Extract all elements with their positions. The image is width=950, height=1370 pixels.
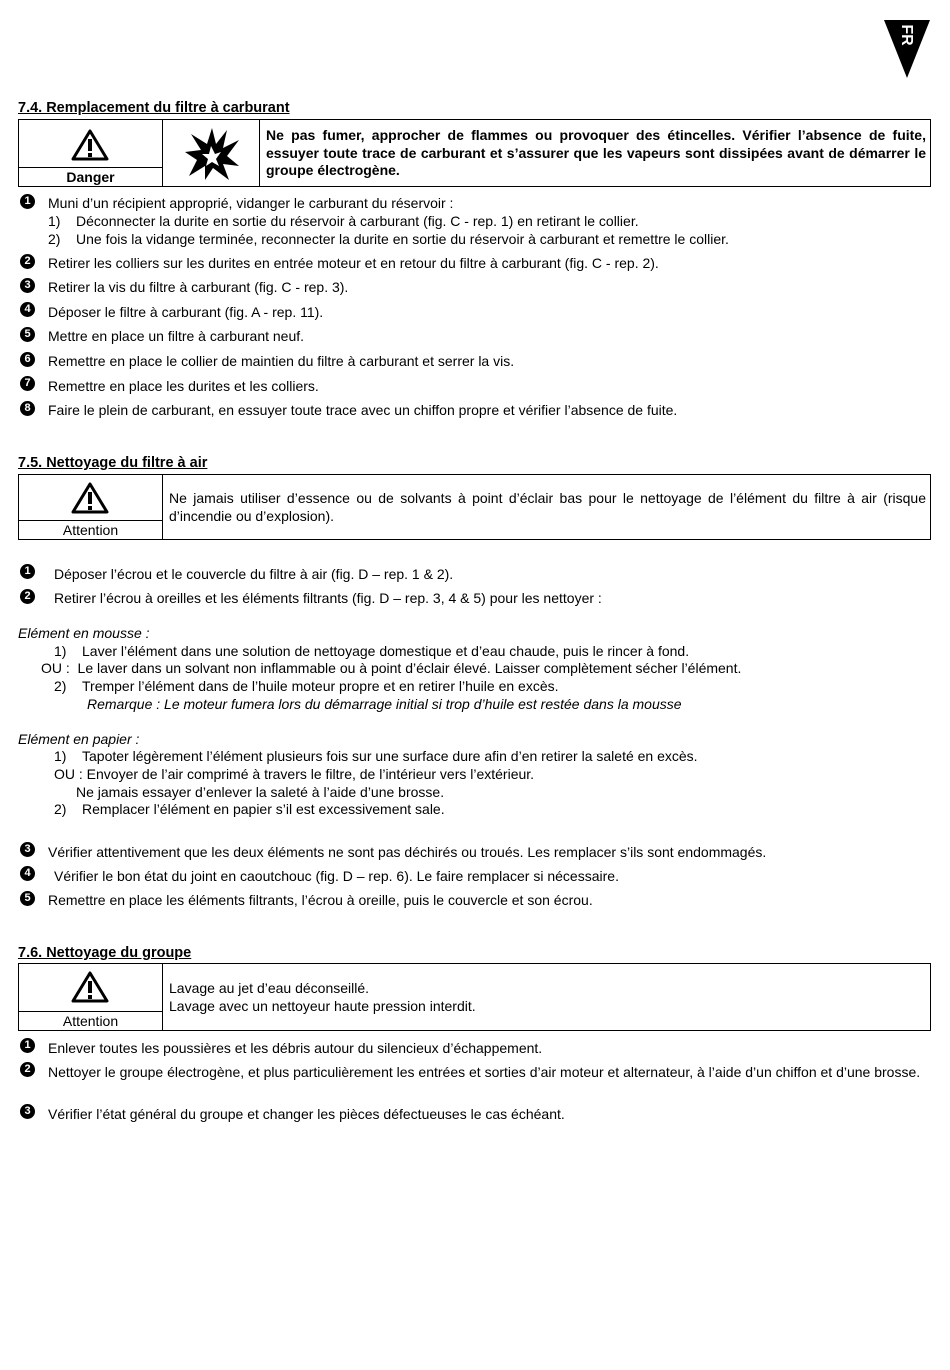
step-number-2: 2 xyxy=(20,589,35,604)
air-step-5: Remettre en place les éléments filtrants, l’écrou à oreille, puis le couvercle et son écrou. xyxy=(48,892,593,908)
warning-triangle-icon xyxy=(71,970,109,1004)
step-number-1: 1 xyxy=(20,194,35,209)
attention-icon-cell xyxy=(19,964,163,1030)
step-number-2: 2 xyxy=(20,1062,35,1077)
fuel-step-2: Retirer les colliers sur les durites en entrée moteur et en retour du filtre à carburant (fig. C - rep. 2). xyxy=(48,255,659,271)
fuel-step-5: Mettre en place un filtre à carburant neuf. xyxy=(48,328,305,344)
explosion-icon-cell xyxy=(163,120,260,186)
section-title-fuel-filter: 7.4. Remplacement du filtre à carburant xyxy=(18,100,290,116)
danger-label: Danger xyxy=(19,167,162,186)
air-filter-attention-box xyxy=(18,474,931,540)
step-number-4: 4 xyxy=(20,866,35,881)
attention-icon-cell xyxy=(19,475,163,539)
foam-step-2: 2) Tremper l’élément dans de l’huile moteur propre et en retirer l’huile en excès. xyxy=(54,678,559,694)
warning-triangle-icon xyxy=(71,128,109,162)
section-title-cleaning: 7.6. Nettoyage du groupe xyxy=(18,945,192,961)
fuel-substep-1: 1) Déconnecter la durite en sortie du réservoir à carburant (fig. C - rep. 1) en retirant le collier. xyxy=(48,213,639,229)
air-step-3: Vérifier attentivement que les deux éléments ne sont pas déchirés ou troués. Les remplacer s’ils sont endommagés. xyxy=(48,844,767,860)
step-number-5: 5 xyxy=(20,891,35,906)
danger-icon-cell xyxy=(19,120,163,186)
step-number-4: 4 xyxy=(20,302,35,317)
danger-warning-box xyxy=(18,119,931,187)
fuel-step-6: Remettre en place le collier de maintien du filtre à carburant et serrer la vis. xyxy=(48,353,515,369)
language-badge-label: FR xyxy=(898,24,915,46)
cleaning-warning-1: Lavage au jet d’eau déconseillé. xyxy=(169,980,370,996)
fuel-step-3: Retirer la vis du filtre à carburant (fig. C - rep. 3). xyxy=(48,279,349,295)
step-number-3: 3 xyxy=(20,278,35,293)
step-number-7: 7 xyxy=(20,376,35,391)
attention-label: Attention xyxy=(19,1011,162,1030)
cleaning-warning-2: Lavage avec un nettoyeur haute pression interdit. xyxy=(169,998,476,1014)
paper-step-or: OU : Envoyer de l’air comprimé à travers le filtre, de l’intérieur vers l’extérieur. xyxy=(54,766,535,782)
section-title-air-filter: 7.5. Nettoyage du filtre à air xyxy=(18,455,208,471)
fuel-step-7: Remettre en place les durites et les colliers. xyxy=(48,378,319,394)
cleaning-step-1: Enlever toutes les poussières et les débris autour du silencieux d’échappement. xyxy=(48,1040,543,1056)
warning-triangle-icon xyxy=(71,481,109,515)
paper-element-heading: Elément en papier : xyxy=(18,731,140,747)
foam-note: Remarque : Le moteur fumera lors du démarrage initial si trop d’huile est restée dans la mousse xyxy=(87,696,682,712)
step-number-3: 3 xyxy=(20,842,35,857)
attention-label: Attention xyxy=(19,520,162,539)
step-number-1: 1 xyxy=(20,564,35,579)
air-step-2: Retirer l’écrou à oreilles et les éléments filtrants (fig. D – rep. 3, 4 & 5) pour les nettoyer : xyxy=(54,590,602,606)
foam-step-1: 1) Laver l’élément dans une solution de nettoyage domestique et d’eau chaude, puis le rincer à fond. xyxy=(54,643,690,659)
foam-element-heading: Elément en mousse : xyxy=(18,625,150,641)
fuel-step-8: Faire le plein de carburant, en essuyer toute trace avec un chiffon propre et vérifier l’absence de fuite. xyxy=(48,402,678,418)
paper-step-1: 1) Tapoter légèrement l’élément plusieurs fois sur une surface dure afin d’en retirer la saleté en excès. xyxy=(54,748,698,764)
fuel-substep-2: 2) Une fois la vidange terminée, reconnecter la durite en sortie du réservoir à carburant et remettre le collier. xyxy=(48,231,729,247)
cleaning-step-3: Vérifier l’état général du groupe et changer les pièces défectueuses le cas échéant. xyxy=(48,1106,565,1122)
air-filter-warning-text: Ne jamais utiliser d’essence ou de solvants à point d’éclair bas pour le nettoyage de l’élément du filtre à air (risque d’incendie ou d’explosion). xyxy=(169,490,926,524)
step-number-8: 8 xyxy=(20,401,35,416)
paper-step-2: 2) Remplacer l’élément en papier s’il est excessivement sale. xyxy=(54,801,445,817)
step-number-6: 6 xyxy=(20,352,35,367)
language-badge xyxy=(882,18,932,80)
fuel-step-4: Déposer le filtre à carburant (fig. A - rep. 11). xyxy=(48,304,324,320)
air-step-4: Vérifier le bon état du joint en caoutchouc (fig. D – rep. 6). Le faire remplacer si nécessaire. xyxy=(54,868,619,884)
danger-warning-text: Ne pas fumer, approcher de flammes ou provoquer des étincelles. Vérifier l’absence de fuite, essuyer toute trace de carburant et s’assurer que les vapeurs sont dissipées avant de démarrer le groupe électrogène. xyxy=(266,127,926,178)
air-step-1: Déposer l’écrou et le couvercle du filtre à air (fig. D – rep. 1 & 2). xyxy=(54,566,454,582)
step-number-3: 3 xyxy=(20,1104,35,1119)
step-number-5: 5 xyxy=(20,327,35,342)
cleaning-attention-box xyxy=(18,963,931,1031)
explosion-icon xyxy=(183,126,241,182)
cleaning-step-2: Nettoyer le groupe électrogène, et plus particulièrement les entrées et sorties d’air moteur et alternateur, à l’aide d’un chiffon et d’une brosse. xyxy=(48,1064,921,1080)
fuel-step-1: Muni d’un récipient approprié, vidanger le carburant du réservoir : xyxy=(48,195,454,211)
step-number-2: 2 xyxy=(20,254,35,269)
foam-step-or: OU : Le laver dans un solvant non inflammable ou à point d’éclair élevé. Laisser complètement sécher l’élément. xyxy=(41,660,742,676)
paper-warning: Ne jamais essayer d’enlever la saleté à l’aide d’une brosse. xyxy=(76,784,445,800)
step-number-1: 1 xyxy=(20,1038,35,1053)
